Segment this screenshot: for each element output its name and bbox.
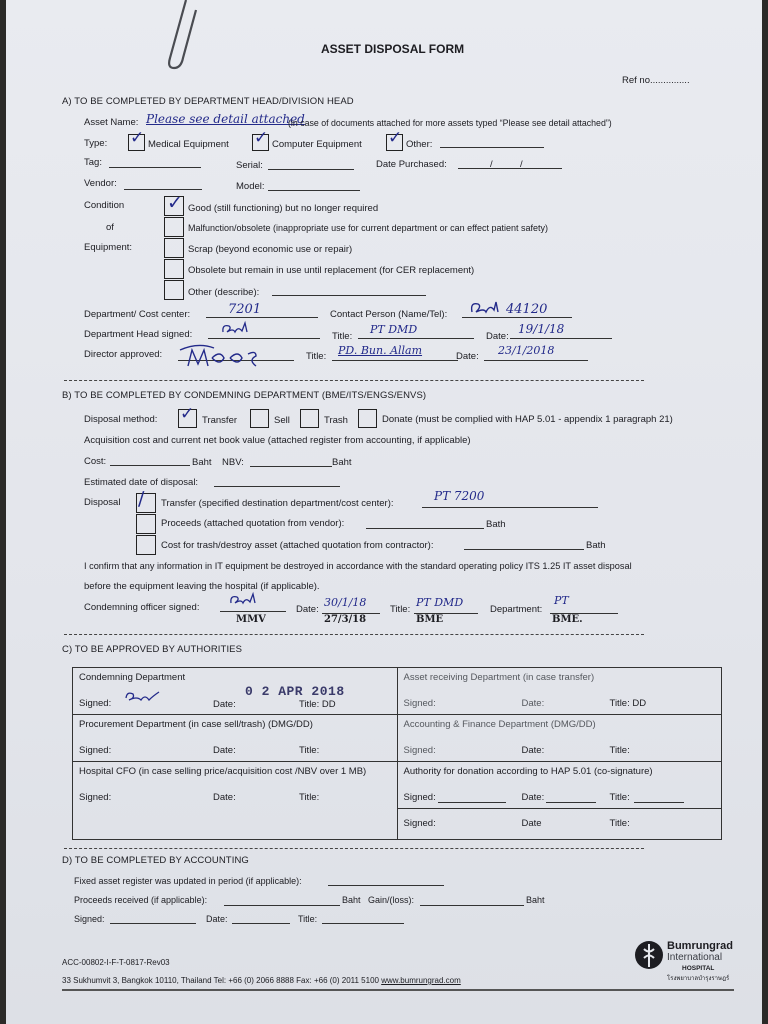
nbv-baht: Baht	[332, 457, 352, 468]
officer-date-label: Date:	[296, 604, 319, 615]
condemning-date-label: Date:	[213, 699, 236, 710]
director-title-label: Title:	[306, 351, 327, 362]
dept-head-title-value: PT DMD	[370, 323, 418, 336]
section-divider	[64, 380, 644, 381]
section-divider	[64, 848, 644, 849]
cost-baht: Baht	[192, 457, 212, 468]
accounting-signed-label: Signed:	[74, 914, 105, 924]
dept-cost-center-value: 7201	[228, 302, 262, 317]
officer-department-label: Department:	[490, 604, 543, 615]
method-donate-checkbox[interactable]	[358, 409, 377, 428]
proceeds-baht: Baht	[342, 895, 361, 905]
cost-field[interactable]	[110, 455, 190, 466]
footer-address	[62, 976, 461, 985]
model-label: Model:	[236, 181, 265, 192]
accounting-date-field[interactable]	[232, 913, 290, 924]
cfo-signed-label: Signed:	[79, 792, 112, 803]
accounting-cell	[397, 715, 722, 762]
condemning-title-label: Title: DD	[299, 699, 336, 710]
contact-signature	[468, 298, 508, 320]
dept-head-date-label: Date:	[486, 331, 509, 342]
cosign-signed-label: Signed:	[403, 818, 436, 829]
condition-other-checkbox[interactable]	[164, 280, 184, 300]
donation-signed-field[interactable]	[438, 792, 506, 803]
asset-receiving-label: Asset receiving Department (in case transfer)	[403, 672, 595, 683]
cfo-date-label: Date:	[213, 792, 236, 803]
dept-cost-center-label: Department/ Cost center:	[84, 309, 191, 320]
address-text: 33 Sukhumvit 3, Bangkok 10110, Thailand Tel: +66 (0) 2066 8888 Fax: +66 (0) 2011 5100	[62, 976, 382, 985]
method-transfer-label: Transfer	[202, 415, 238, 426]
estimated-date-label: Estimated date of disposal:	[84, 477, 199, 488]
proceeds-bath: Bath	[486, 519, 506, 530]
accounting-signed-label: Signed:	[403, 745, 436, 756]
type-other-field[interactable]	[440, 137, 544, 148]
proceeds-field[interactable]	[224, 895, 340, 906]
dept-head-label: Department Head signed:	[84, 329, 193, 340]
logo-line-1: Bumrungrad	[667, 940, 733, 952]
donation-label: Authority for donation according to HAP 5.01 (co-signature)	[403, 766, 653, 777]
condemning-cell	[73, 668, 398, 715]
donation-cell	[397, 762, 722, 809]
cfo-cell	[73, 762, 398, 840]
accounting-title-label: Title:	[609, 745, 630, 756]
officer-date-value: 30/1/18	[324, 596, 367, 609]
contact-value: 44120	[506, 302, 548, 317]
gain-loss-baht: Baht	[526, 895, 545, 905]
asset-receiving-signed-label: Signed:	[403, 698, 436, 709]
donation-title-field[interactable]	[634, 792, 684, 803]
condition-malfunction-label: Malfunction/obsolete (inappropriate use for current department or can effect patient safety)	[188, 223, 549, 233]
check-mark-icon: ∕	[138, 488, 145, 510]
estimated-date-field[interactable]	[214, 476, 340, 487]
check-mark-icon: ✓	[388, 128, 403, 148]
dept-head-date-value: 19/1/18	[518, 322, 565, 336]
accounting-date-label: Date:	[206, 914, 228, 924]
condition-label-2: of	[106, 222, 114, 233]
officer-title-sub: BME	[416, 614, 444, 625]
section-d-heading: D) TO BE COMPLETED BY ACCOUNTING	[62, 855, 249, 866]
type-label: Type:	[84, 138, 108, 149]
cfo-label: Hospital CFO (in case selling price/acquisition cost /NBV over 1 MB)	[79, 766, 367, 777]
paper-clip-icon	[156, 0, 198, 72]
disposal-proceeds-field[interactable]	[366, 518, 484, 529]
gain-loss-label: Gain/(loss):	[368, 895, 415, 905]
section-a-heading: A) TO BE COMPLETED BY DEPARTMENT HEAD/DIVISION HEAD	[62, 96, 354, 107]
asset-receiving-date-label: Date:	[521, 698, 545, 709]
method-trash-checkbox[interactable]	[300, 409, 319, 428]
gain-loss-field[interactable]	[420, 895, 524, 906]
vendor-label: Vendor:	[84, 178, 117, 189]
date-sep-2: /	[520, 159, 523, 170]
officer-label: Condemning officer signed:	[84, 602, 200, 613]
accounting-date-label: Date:	[521, 745, 545, 756]
director-date-value: 23/1/2018	[498, 344, 555, 357]
dept-head-title-label: Title:	[332, 331, 353, 342]
officer-department-value: PT	[554, 594, 569, 607]
donation-title-label: Title:	[609, 792, 630, 803]
officer-sub: MMV	[236, 614, 266, 625]
condition-malfunction-checkbox[interactable]	[164, 217, 184, 237]
doc-code: ACC-00802-I-F-T-0817-Rev03	[62, 958, 170, 967]
procurement-label: Procurement Department (in case sell/trash) (DMG/DD)	[79, 719, 313, 730]
accounting-title-label: Title:	[298, 914, 318, 924]
method-donate-label: Donate (must be complied with HAP 5.01 - appendix 1 paragraph 21)	[382, 414, 673, 425]
date-stamp: 0 2 APR 2018	[245, 684, 345, 699]
logo-line-4: โรงพยาบาลบำรุงราษฎร์	[667, 976, 730, 982]
director-label: Director approved:	[84, 349, 163, 360]
donation-date-field[interactable]	[546, 792, 596, 803]
cosign-title-label: Title:	[609, 818, 630, 829]
disposal-transfer-value: PT 7200	[434, 489, 485, 503]
accounting-label: Accounting & Finance Department (DMG/DD)	[403, 719, 596, 730]
cost-label: Cost:	[84, 456, 107, 467]
form-sheet	[6, 0, 762, 1024]
director-signature	[178, 340, 264, 372]
nbv-label: NBV:	[222, 457, 244, 468]
officer-date-sub: 27/3/18	[324, 614, 367, 625]
check-mark-icon: ✓	[130, 128, 145, 148]
asset-receiving-cell	[397, 668, 722, 715]
accounting-signed-field[interactable]	[110, 913, 196, 924]
disposal-proceeds-checkbox[interactable]	[136, 514, 156, 534]
condition-scrap-label: Scrap (beyond economic use or repair)	[188, 244, 353, 255]
confirm-line-1: I confirm that any information in IT equipment be destroyed in accordance with the standard operating policy ITS 1.25 IT asset disposal	[84, 561, 632, 571]
officer-title-value: PT DMD	[416, 596, 464, 609]
type-computer-label: Computer Equipment	[272, 139, 362, 150]
form-title: ASSET DISPOSAL FORM	[321, 42, 465, 56]
cfo-title-label: Title:	[299, 792, 320, 803]
acquisition-line: Acquisition cost and current net book value (attached register from accounting, if applicable)	[84, 435, 471, 446]
check-mark-icon: ✓	[167, 192, 183, 214]
condition-obsolete-label: Obsolete but remain in use until replacement (for CER replacement)	[188, 265, 475, 276]
condition-label-3: Equipment:	[84, 242, 133, 253]
condition-scrap-checkbox[interactable]	[164, 238, 184, 258]
footer-rule	[62, 989, 734, 991]
date-sep-1: /	[490, 159, 493, 170]
dept-head-signature	[220, 320, 254, 338]
check-mark-icon: ✓	[180, 404, 195, 424]
date-purchased-field[interactable]	[458, 158, 562, 169]
section-b-heading: B) TO BE COMPLETED BY CONDEMNING DEPARTMENT (BME/ITS/ENGS/ENVS)	[62, 390, 427, 401]
method-sell-checkbox[interactable]	[250, 409, 269, 428]
condition-other-field[interactable]	[272, 285, 426, 296]
disposal-cost-label: Cost for trash/destroy asset (attached quotation from contractor):	[161, 540, 434, 551]
procurement-title-label: Title:	[299, 745, 320, 756]
condition-obsolete-checkbox[interactable]	[164, 259, 184, 279]
condemning-label: Condemning Department	[79, 672, 186, 683]
disposal-cost-checkbox[interactable]	[136, 535, 156, 555]
accounting-title-field[interactable]	[322, 913, 404, 924]
donation-cosign-cell	[397, 809, 722, 840]
condemning-signature	[123, 688, 163, 706]
tag-label: Tag:	[84, 157, 102, 168]
confirm-line-2: before the equipment leaving the hospital (if applicable).	[84, 581, 320, 592]
hospital-logo-icon	[634, 938, 664, 972]
type-other-label: Other:	[406, 139, 433, 150]
cost-bath: Bath	[586, 540, 606, 551]
condition-other-label: Other (describe):	[188, 287, 260, 298]
model-field[interactable]	[268, 180, 360, 191]
cosign-date-label: Date	[521, 818, 542, 829]
officer-title-label: Title:	[390, 604, 411, 615]
procurement-signed-label: Signed:	[79, 745, 112, 756]
donation-signed-label: Signed:	[403, 792, 436, 803]
section-c-heading: C) TO BE APPROVED BY AUTHORITIES	[62, 644, 243, 655]
condemning-signed-label: Signed:	[79, 698, 112, 709]
contact-label: Contact Person (Name/Tel):	[330, 309, 448, 320]
disposal-cost-field[interactable]	[464, 539, 584, 550]
logo-line-3: HOSPITAL	[682, 965, 715, 972]
officer-department-sub: BME.	[552, 614, 583, 625]
condition-label-1: Condition	[84, 200, 125, 211]
asset-receiving-title-label: Title: DD	[609, 698, 647, 709]
nbv-field[interactable]	[250, 456, 332, 467]
procurement-date-label: Date:	[213, 745, 236, 756]
donation-date-label: Date:	[521, 792, 545, 803]
asset-name-label: Asset Name:	[84, 117, 139, 128]
method-trash-label: Trash	[324, 415, 348, 426]
proceeds-label: Proceeds received (if applicable):	[74, 895, 208, 905]
vendor-field[interactable]	[124, 179, 202, 190]
serial-label: Serial:	[236, 160, 263, 171]
date-purchased-label: Date Purchased:	[376, 159, 447, 170]
fixed-asset-field[interactable]	[328, 875, 444, 886]
serial-field[interactable]	[268, 159, 354, 170]
fixed-asset-line: Fixed asset register was updated in period (if applicable):	[74, 876, 302, 886]
condition-good-label: Good (still functioning) but no longer required	[188, 203, 379, 214]
logo-line-2: International	[667, 952, 723, 963]
disposal-method-label: Disposal method:	[84, 414, 158, 425]
method-sell-label: Sell	[274, 415, 290, 426]
officer-signature	[228, 591, 262, 609]
disposal-label: Disposal	[84, 497, 121, 508]
tag-field[interactable]	[109, 157, 201, 168]
director-title-value: PD. Bun. Allam	[338, 344, 423, 357]
asset-name-value[interactable]: Please see detail attached	[146, 112, 305, 126]
asset-name-note: (in case of documents attached for more assets typed “Please see detail attached”)	[288, 118, 612, 128]
ref-no: Ref no...............	[622, 75, 690, 86]
procurement-cell	[73, 715, 398, 762]
disposal-proceeds-label: Proceeds (attached quotation from vendor):	[161, 518, 345, 529]
check-mark-icon: ✓	[254, 128, 269, 148]
section-divider	[64, 634, 644, 635]
dept-cost-center-field[interactable]	[206, 307, 318, 318]
director-date-label: Date:	[456, 351, 479, 362]
approval-table	[72, 667, 722, 840]
type-medical-label: Medical Equipment	[148, 139, 229, 150]
footer-url[interactable]: www.bumrungrad.com	[381, 976, 461, 985]
disposal-transfer-label: Transfer (specified destination department/cost center):	[161, 498, 394, 509]
